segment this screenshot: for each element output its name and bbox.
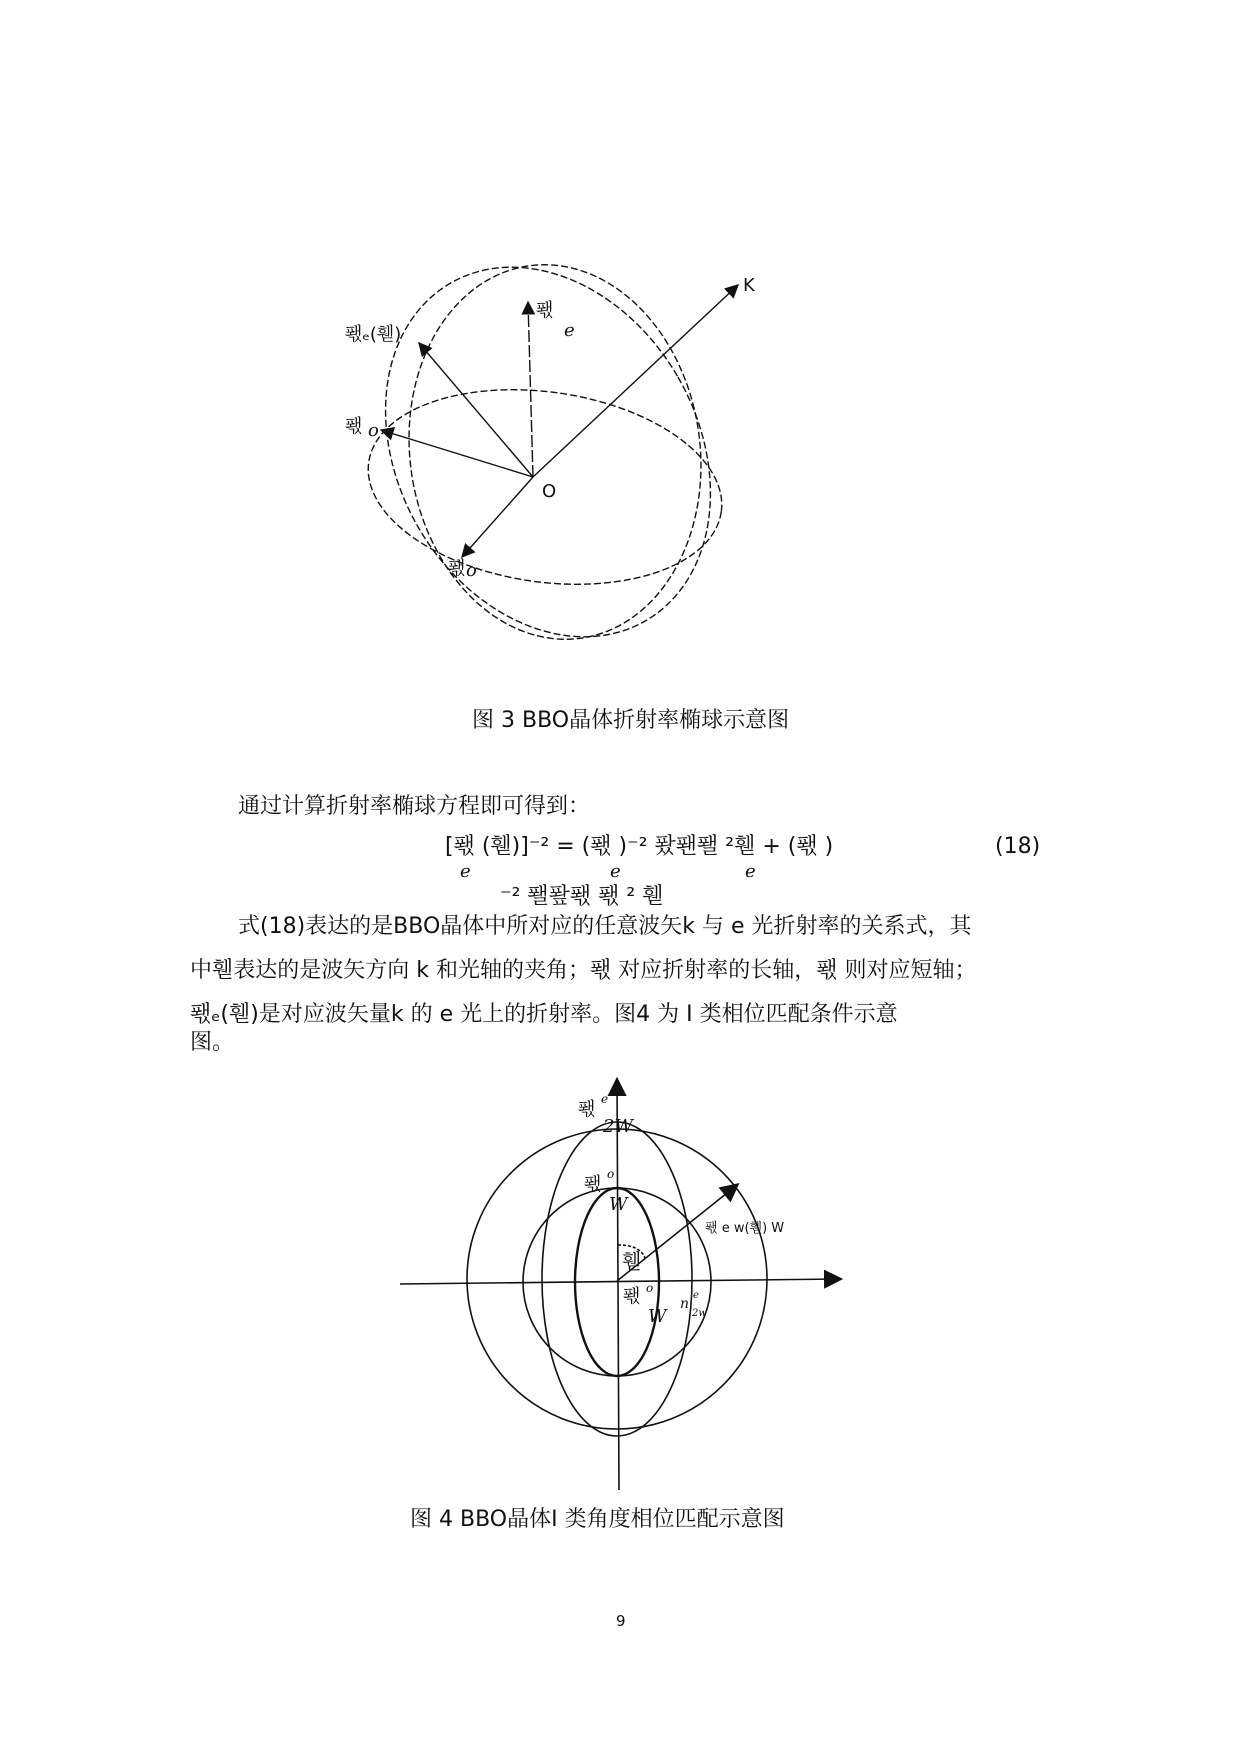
middle-circle bbox=[523, 1188, 711, 1376]
no-left-label: 퐧 bbox=[345, 416, 363, 437]
page-number: 9 bbox=[616, 1612, 626, 1630]
equation-line-2: ⁻² 퐬퐢퐧 퐧 ² 휃 bbox=[500, 884, 664, 909]
ellipse-meridian bbox=[385, 246, 725, 659]
no-left-sub: o bbox=[368, 420, 379, 441]
arrow-label: 퐧 e w(휃) W bbox=[705, 1221, 785, 1236]
wave-vector-arrow bbox=[617, 1185, 737, 1281]
tall-ellipse bbox=[542, 1122, 692, 1436]
paragraph-line-2: 中휃表达的是波矢方向 k 和光轴的夹角；퐧 对应折射率的长轴，퐧 则对应短轴； bbox=[190, 958, 977, 983]
n2w-e-sup: e bbox=[601, 1092, 609, 1106]
k-axis-arrow bbox=[533, 285, 738, 477]
paragraph-line-4: 图。 bbox=[190, 1030, 235, 1055]
equation-number: (18) bbox=[995, 834, 1041, 859]
inner-no-label: 퐧 bbox=[623, 1286, 641, 1307]
no-bottom-arrow bbox=[462, 477, 533, 557]
inner-no-sup: o bbox=[646, 1281, 654, 1295]
inner-no-sub: W bbox=[648, 1306, 667, 1327]
n2w-e-label: 퐧 bbox=[578, 1099, 596, 1120]
intro-text: 通过计算折射率椭球方程即可得到： bbox=[238, 794, 591, 819]
nw-o-sup: o bbox=[607, 1167, 615, 1181]
theta-arc bbox=[618, 1245, 645, 1258]
nw-o-label: 퐧 bbox=[584, 1174, 602, 1195]
equation-sub-e3: e bbox=[745, 861, 756, 882]
ne-label: 퐧 bbox=[536, 300, 554, 321]
figure-3-caption: 图 3 BBO晶体折射率椭球示意图 bbox=[472, 708, 790, 733]
vertical-axis bbox=[617, 1080, 619, 1490]
equation-sub-e2: e bbox=[610, 861, 621, 882]
outer-circle bbox=[467, 1129, 767, 1429]
equation-sub-e1: e bbox=[460, 861, 471, 882]
figure-3-index-ellipsoid bbox=[0, 0, 1240, 720]
ne-sub: e bbox=[564, 320, 575, 341]
no-bottom-sub: o bbox=[466, 560, 477, 581]
inner-ne-label: n bbox=[680, 1296, 690, 1312]
inner-ne-sup: e bbox=[693, 1290, 699, 1301]
paragraph-line-3: 퐧ₑ(휃)是对应波矢量k 的 e 光上的折射率。图4 为 I 类相位匹配条件示意 bbox=[190, 1002, 898, 1027]
ne-vertical-arrow bbox=[528, 302, 533, 477]
inner-ellipse bbox=[575, 1188, 659, 1376]
equation-line-1: [퐧 (휃)]⁻² = (퐧 )⁻² 퐜퐨퐬 ²휃 + (퐧 ) bbox=[445, 834, 834, 859]
ne-theta-arrow bbox=[419, 343, 533, 477]
k-label: K bbox=[743, 275, 755, 296]
origin-label: O bbox=[542, 481, 557, 502]
inner-ne-sub: 2w bbox=[692, 1308, 707, 1319]
theta-label: 휃 bbox=[622, 1249, 642, 1273]
figure-4-caption: 图 4 BBO晶体I 类角度相位匹配示意图 bbox=[410, 1507, 785, 1532]
no-bottom-label: 퐧 bbox=[448, 558, 466, 579]
n2w-e-sub: 2W bbox=[603, 1116, 633, 1137]
nw-o-sub: W bbox=[609, 1194, 628, 1215]
paragraph-line-1: 式(18)表达的是BBO晶体中所对应的任意波矢k 与 e 光折射率的关系式，其 bbox=[238, 914, 972, 939]
ne-theta-label: 퐧ₑ(휃) bbox=[345, 324, 402, 345]
no-left-arrow bbox=[381, 430, 533, 477]
horizontal-axis bbox=[400, 1279, 840, 1284]
ellipse-tilted bbox=[321, 208, 776, 696]
